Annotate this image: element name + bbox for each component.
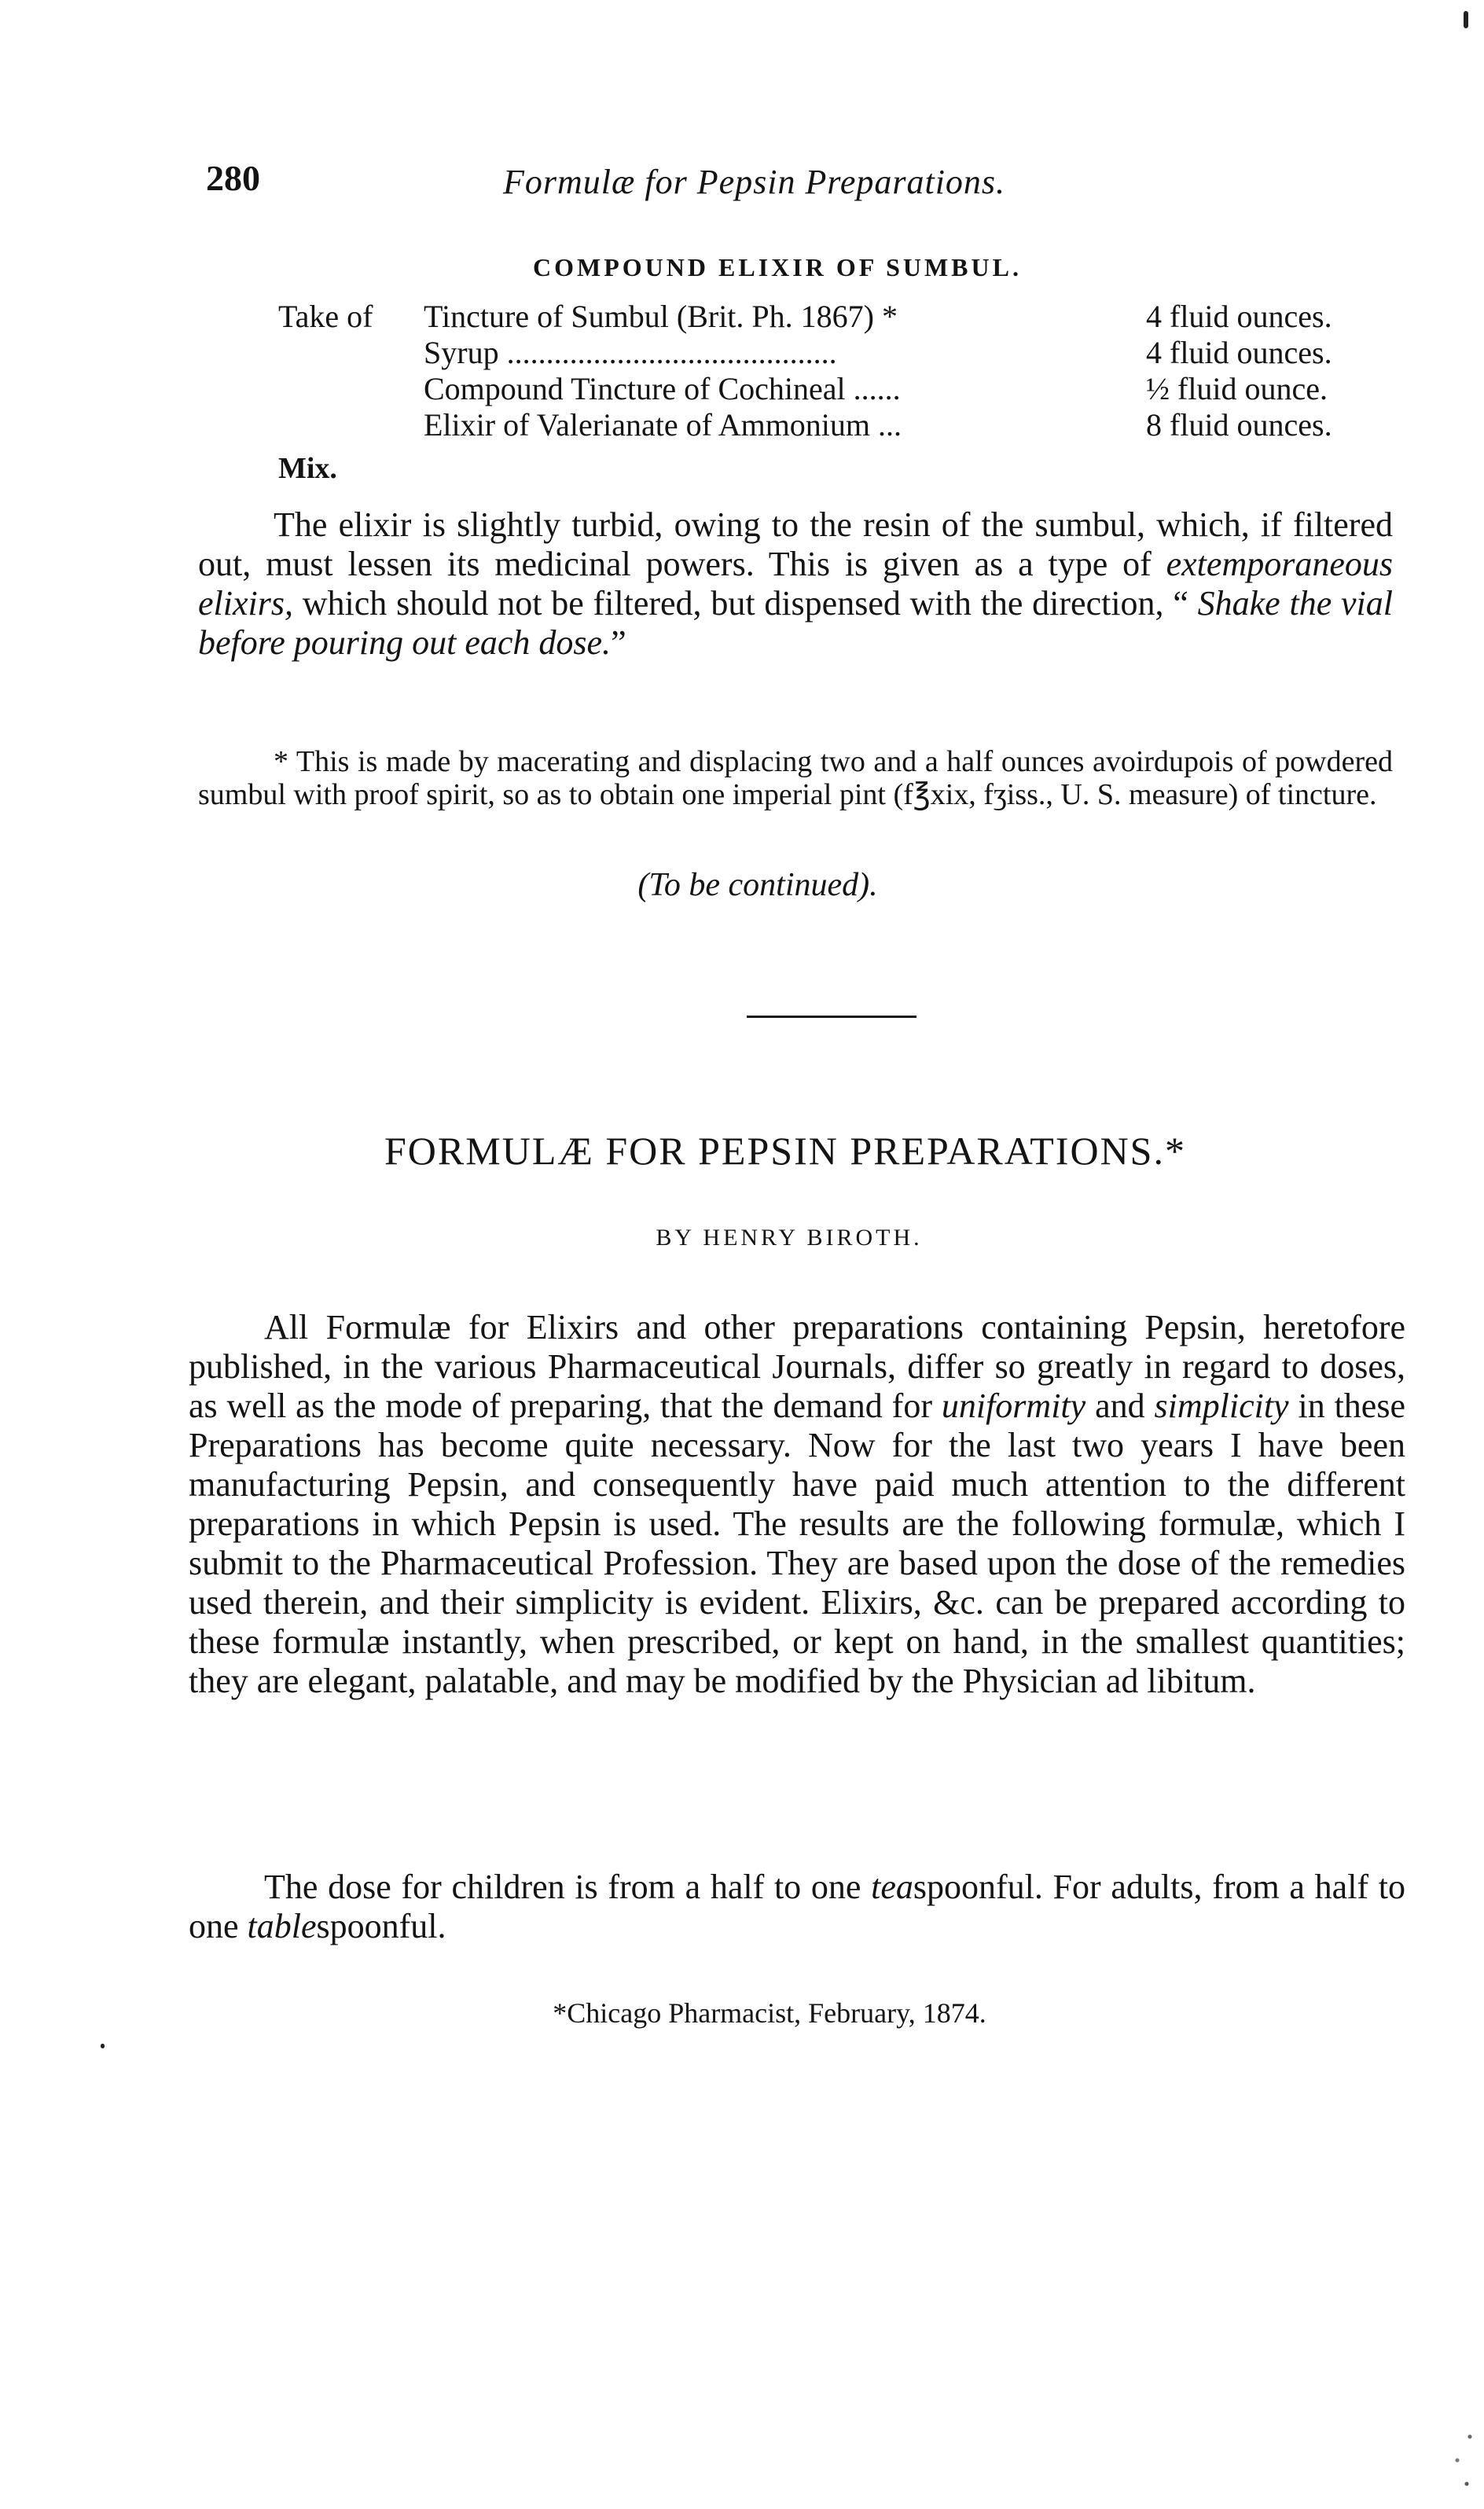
emphasis-text: simplicity (1154, 1387, 1289, 1425)
ingredient-name: Tincture of Sumbul (Brit. Ph. 1867) * (424, 299, 898, 334)
ingredient-amount: 4 fluid ounces. (1146, 335, 1332, 370)
paragraph-text: and (1085, 1387, 1155, 1425)
source-footnote: *Chicago Pharmacist, February, 1874. (553, 1997, 986, 2029)
article-paragraph (189, 1868, 1405, 1946)
to-be-continued: (To be continued). (637, 867, 878, 903)
ingredient-name: Syrup .......................................... (424, 335, 837, 370)
emphasis-text: table (247, 1907, 317, 1945)
page-number: 280 (206, 158, 260, 198)
section-divider (747, 1016, 916, 1018)
byline: BY HENRY BIROTH. (656, 1225, 923, 1251)
emphasis-text: Shake the vial before pouring out each dose. (198, 584, 1393, 662)
paragraph-text: The elixir is slightly turbid, owing to the resin of the sumbul, which, if filtered out, must lessen its medicinal powers. This is given as a type of (198, 505, 1393, 583)
ink-speck (101, 2044, 105, 2048)
article-paragraph (189, 1308, 1405, 1701)
ingredient-name: Elixir of Valerianate of Ammonium ... (424, 407, 902, 443)
ingredient-amount: 4 fluid ounces. (1146, 299, 1332, 334)
article-title: FORMULÆ FOR PEPSIN PREPARATIONS.* (384, 1129, 1186, 1173)
recipe-row (278, 407, 1402, 443)
emphasis-text: extemporaneous elixirs, (198, 545, 1393, 623)
paragraph-text: The dose for children is from a half to one (264, 1868, 872, 1906)
recipe-title: COMPOUND ELIXIR OF SUMBUL. (533, 253, 1022, 281)
paragraph-text: ” (611, 623, 626, 662)
emphasis-text: uniformity (941, 1387, 1086, 1425)
paragraph-text: All Formulæ for Elixirs and other preparations containing Pepsin, heretofore published, in the various Pharmaceutical Journals, differ so greatly in regard to doses, as well as the mode of preparing, that the demand for (189, 1308, 1405, 1425)
page-edge-mark (1445, 2390, 1476, 2507)
mix-label: Mix. (278, 452, 337, 485)
ingredient-amount: 8 fluid ounces. (1146, 407, 1332, 443)
emphasis-text: tea (871, 1868, 913, 1906)
paragraph-text: which should not be filtered, but dispensed with the direction, “ (292, 584, 1198, 623)
ingredient-amount: ½ fluid ounce. (1146, 371, 1328, 406)
paragraph-text: spoonful. For adults, from a half to one (189, 1868, 1405, 1945)
take-label: Take of (278, 299, 373, 334)
ingredient-name: Compound Tincture of Cochineal ...... (424, 371, 901, 406)
recipe-table (278, 299, 1402, 443)
elixir-paragraph (198, 505, 1393, 663)
paragraph-text: spoonful. (316, 1907, 446, 1945)
recipe-row (278, 371, 1402, 407)
paragraph-text: in these Preparations has become quite necessary. Now for the last two years I have been manufacturing Pepsin, and consequently have paid much attention to the different preparations in which Pepsin is used. The results are the following formulæ, which I submit to the Pharmaceutical Profession. They are based upon the dose of the remedies used therein, and their simplicity is evident. Elixirs, &c. can be prepared according to these formulæ instantly, when prescribed, or kept on hand, in the smallest quantities; they are elegant, palatable, and may be modified by the Physician ad libitum. (189, 1387, 1405, 1700)
recipe-row (278, 299, 1402, 335)
footnote-text: * This is made by macerating and displacing two and a half ounces avoirdupois of powdered sumbul with proof spirit, so as to obtain one imperial pint (f℥xix, fʒiss., U. S. measure) of tincture. (198, 745, 1393, 811)
recipe-row (278, 335, 1402, 371)
running-title: Formulæ for Pepsin Preparations. (503, 163, 1006, 201)
footnote (198, 745, 1393, 811)
ink-mark (1464, 11, 1468, 28)
